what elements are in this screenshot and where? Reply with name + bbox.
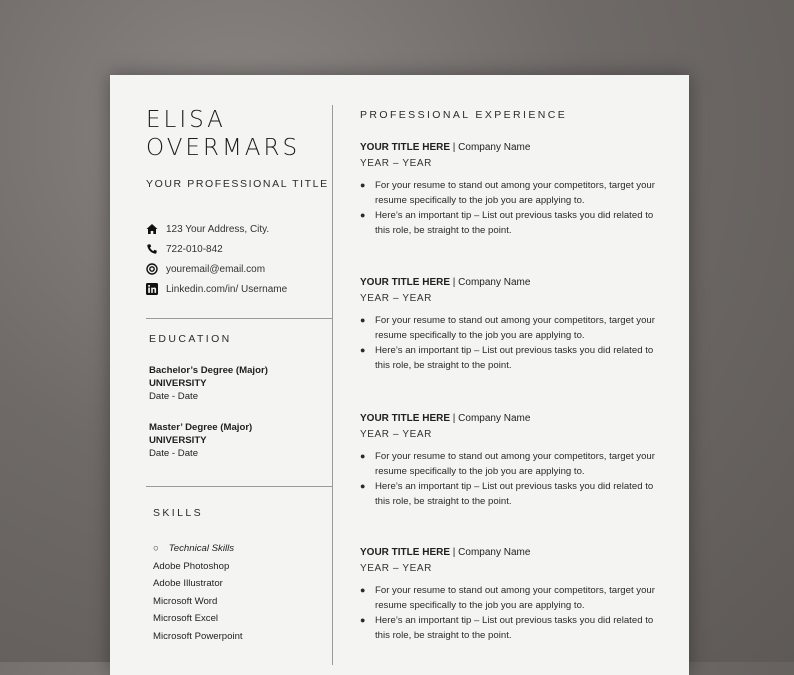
- job-entry: [360, 142, 670, 238]
- skill-item: Microsoft Powerpoint: [153, 631, 243, 642]
- skills-bullet: ○: [153, 543, 159, 554]
- email-text: youremail@email.com: [166, 263, 266, 275]
- column-divider: [332, 105, 333, 665]
- skill-item: Microsoft Word: [153, 596, 218, 607]
- skill-item: Microsoft Excel: [153, 613, 219, 624]
- bullet-text: For your resume to stand out among your competitors, target your resume specifically to the job you are applying to.: [375, 180, 655, 206]
- job-title: [360, 413, 670, 424]
- school: UNIVERSITY: [149, 435, 207, 446]
- job-title: [360, 277, 670, 288]
- skills-subheading: [153, 543, 234, 554]
- degree: Master’ Degree (Major): [149, 422, 253, 433]
- phone-text: 722-010-842: [166, 243, 223, 255]
- bullet-text: Here’s an important tip – List out previous tasks you did related to this role, be straight to the point.: [375, 210, 654, 236]
- bullet-text: Here’s an important tip – List out previous tasks you did related to this role, be straight to the point.: [375, 345, 654, 371]
- job-years: YEAR – YEAR: [360, 563, 433, 574]
- job-bullet: ● Here’s an important tip – List out previous tasks you did related to this role, be straight to the point.: [360, 613, 670, 643]
- linkedin-icon: [146, 283, 158, 295]
- job-years: YEAR – YEAR: [360, 429, 433, 440]
- contact-email: [146, 263, 265, 275]
- bullet-text: For your resume to stand out among your competitors, target your resume specifically to the job you are applying to.: [375, 315, 655, 341]
- contact-linkedin: [146, 283, 287, 295]
- skills-heading: SKILLS: [153, 507, 204, 519]
- bullet-text: Here’s an important tip – List out previous tasks you did related to this role, be straight to the point.: [375, 615, 654, 641]
- at-icon: [146, 263, 158, 275]
- bullet-text: For your resume to stand out among your competitors, target your resume specifically to the job you are applying to.: [375, 585, 655, 611]
- date-range: Date - Date: [149, 391, 199, 402]
- job-bullet: ● For your resume to stand out among your competitors, target your resume specifically to the job you are applying to.: [360, 449, 670, 479]
- school: UNIVERSITY: [149, 378, 207, 389]
- contact-phone: [146, 243, 223, 255]
- job-bullet: ● Here’s an important tip – List out previous tasks you did related to this role, be straight to the point.: [360, 208, 670, 238]
- job-bullet: ● For your resume to stand out among your competitors, target your resume specifically to the job you are applying to.: [360, 313, 670, 343]
- job-bullet: ● For your resume to stand out among your competitors, target your resume specifically to the job you are applying to.: [360, 583, 670, 613]
- job-role: YOUR TITLE HERE: [360, 142, 451, 153]
- job-title: [360, 142, 670, 153]
- job-title: [360, 547, 670, 558]
- education-item: [149, 364, 268, 403]
- bullet-text: Here’s an important tip – List out previous tasks you did related to this role, be straight to the point.: [375, 481, 654, 507]
- job-bullet: ● Here’s an important tip – List out previous tasks you did related to this role, be straight to the point.: [360, 479, 670, 509]
- job-company: | Company Name: [452, 547, 531, 558]
- degree: Bachelor’s Degree (Major): [149, 365, 268, 376]
- job-entry: [360, 547, 670, 643]
- skill-item: Adobe Photoshop: [153, 561, 230, 572]
- job-company: | Company Name: [452, 142, 531, 153]
- section-divider: [146, 486, 332, 487]
- skill-item: Adobe Illustrator: [153, 578, 223, 589]
- job-bullet: ● Here’s an important tip – List out previous tasks you did related to this role, be straight to the point.: [360, 343, 670, 373]
- contact-address: [146, 223, 269, 235]
- professional-title: YOUR PROFESSIONAL TITLE: [146, 178, 329, 190]
- phone-icon: [146, 243, 158, 255]
- job-bullet: ● For your resume to stand out among your competitors, target your resume specifically to the job you are applying to.: [360, 178, 670, 208]
- home-icon: [146, 223, 158, 235]
- education-item: [149, 421, 252, 460]
- job-company: | Company Name: [452, 413, 531, 424]
- bullet-text: For your resume to stand out among your competitors, target your resume specifically to the job you are applying to.: [375, 451, 655, 477]
- first-name: ELISA: [146, 107, 226, 133]
- job-years: YEAR – YEAR: [360, 293, 433, 304]
- job-entry: [360, 413, 670, 509]
- education-heading: EDUCATION: [149, 333, 232, 345]
- last-name: OVERMARS: [146, 135, 301, 161]
- experience-heading: PROFESSIONAL EXPERIENCE: [360, 109, 568, 121]
- job-role: YOUR TITLE HERE: [360, 413, 451, 424]
- job-entry: [360, 277, 670, 373]
- job-role: YOUR TITLE HERE: [360, 277, 451, 288]
- job-role: YOUR TITLE HERE: [360, 547, 451, 558]
- date-range: Date - Date: [149, 448, 199, 459]
- job-years: YEAR – YEAR: [360, 158, 433, 169]
- linkedin-text: Linkedin.com/in/ Username: [166, 283, 288, 295]
- skills-subheading-text: Technical Skills: [168, 543, 235, 554]
- section-divider: [146, 318, 332, 319]
- resume-page: [110, 75, 689, 675]
- job-company: | Company Name: [452, 277, 531, 288]
- address-text: 123 Your Address, City.: [166, 223, 270, 235]
